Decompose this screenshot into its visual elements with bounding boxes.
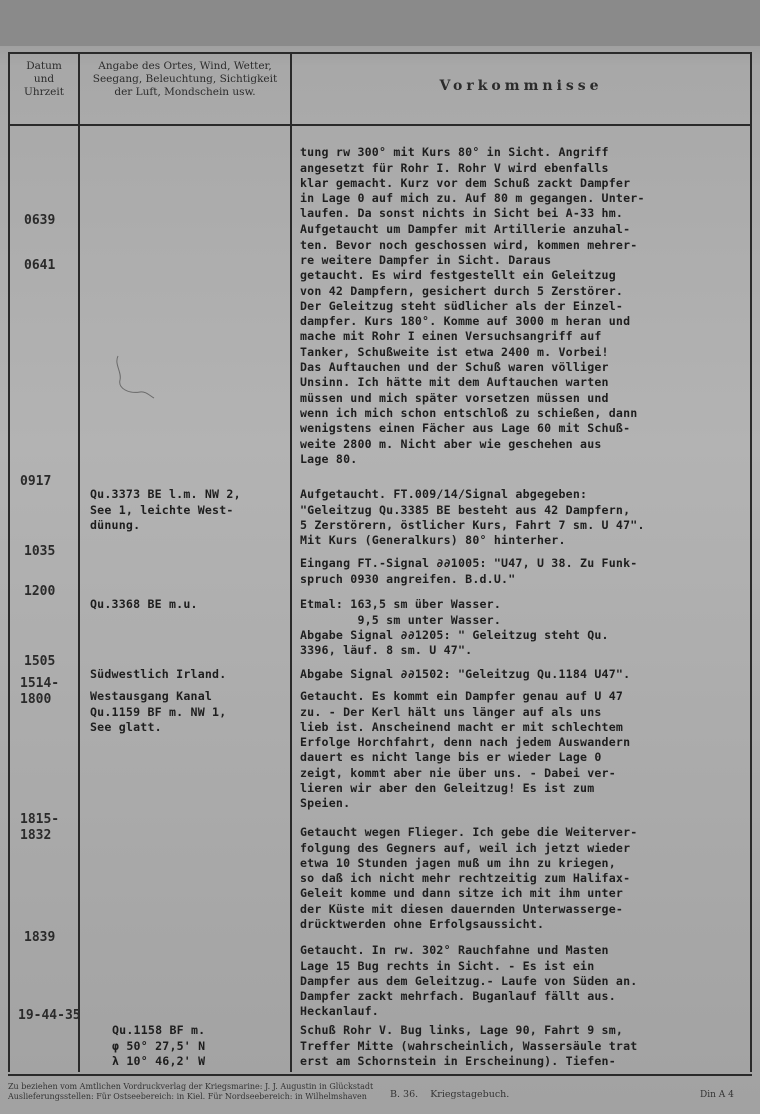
entry-time: 0639 — [24, 213, 56, 228]
table-top-rule — [8, 52, 752, 54]
table-left-rule — [8, 52, 10, 1072]
entry-text: Schuß Rohr V. Bug links, Lage 90, Fahrt 9 sm, Treffer Mitte (wahrscheinlich, Wassersäule trat erst am Schornstein in Erscheinung). Tiefen- — [300, 1023, 638, 1068]
footer-form-title: B. 36. Kriegstagebuch. — [390, 1089, 510, 1100]
entry-time: 1514- 1800 — [20, 676, 60, 707]
column-divider-1 — [78, 52, 80, 1072]
entry-text: getaucht. Es wird festgestellt ein Geleitzug von 42 Dampfern, gesichert durch 5 Zerstörer. Der Geleitzug steht südlicher als der Einzel- dampfer. Kurs 180°. Komme auf 3000 m heran und mache mit Rohr I einen Versuchsangriff auf Tanker, Schußweite ist etwa 2400 m. Vorbei! Das Auftauchen und der Schuß waren völliger Unsinn. Ich hätte mit dem Auftauchen warten müssen und mich später vorsetzen müssen und wenn ich mich schon entschloß zu schießen, dann wenigstens einen Fächer aus Lage 60 mit Schuß- weite 2800 m. Nicht aber wie geschehen aus Lage 80. — [300, 268, 638, 466]
header-location-weather: Angabe des Ortes, Wind, Wetter, Seegang, Beleuchtung, Sichtigkeit der Luft, Mondschein usw. — [92, 60, 278, 98]
header-date-time: Datum und Uhrzeit — [24, 60, 64, 98]
entry-time: 0641 — [24, 258, 56, 273]
entry-time: 0917 — [20, 474, 52, 489]
entry-time: 1035 — [24, 544, 56, 559]
entry-text: Etmal: 163,5 sm über Wasser. 9,5 sm unter Wasser. Abgabe Signal ∂∂1205: " Geleitzug steht Qu. 3396, läuf. 8 sm. U 47". — [300, 597, 609, 658]
header-bottom-rule — [8, 124, 752, 126]
entry-text: Aufgetaucht. FT.009/14/Signal abgegeben: "Geleitzug Qu.3385 BE besteht aus 42 Dampfern, 5 Zerstörern, östlicher Kurs, Fahrt 7 sm. U 47". Mit Kurs (Generalkurs) 80° hinterher. — [300, 487, 645, 548]
entry-text: Getaucht. Es kommt ein Dampfer genau auf U 47 zu. - Der Kerl hält uns länger auf als uns lieb ist. Anscheinend macht er mit schlechtem Erfolge Horchfahrt, denn nach jedem Auswandern dauert es nicht lange bis er wieder Lage 0 zeigt, kommt aber nie über uns. - Dabei ver- lieren wir aber den Geleitzug! Es ist zum Speien. — [300, 689, 631, 811]
entry-time: 1505 — [24, 654, 56, 669]
entry-location: Qu.3368 BE m.u. — [90, 597, 198, 612]
entry-text: Getaucht. In rw. 302° Rauchfahne und Masten Lage 15 Bug rechts in Sicht. - Es ist ein Dampfer aus dem Geleitzug.- Laufe von Süden an. Dampfer zackt mehrfach. Buganlauf fällt aus. Heckanlauf. — [300, 943, 638, 1019]
table-right-rule — [750, 52, 752, 1072]
entry-location: Qu.1158 BF m. φ 50° 27,5' N λ 10° 46,2' W — [112, 1023, 206, 1068]
entry-location: Qu.3373 BE l.m. NW 2, See 1, leichte West- dünung. — [90, 487, 241, 532]
entry-time: 1815- 1832 — [20, 812, 60, 843]
pencil-scribble — [110, 350, 170, 410]
entry-text: Getaucht wegen Flieger. Ich gebe die Weiterver- folgung des Gegners auf, weil ich jetzt wieder etwa 10 Stunden jagen muß um ihn zu kriegen, so daß ich nicht mehr rechtzeitig zum Halifax- Geleit komme und dann sitze ich mit ihm unter der Küste mit diesen dauernden Unterwasserge- drücktwerden ohne Erfolgsaussicht. — [300, 825, 638, 932]
entry-text: Aufgetaucht um Dampfer mit Artillerie anzuhal- ten. Bevor noch geschossen wird, kommen mehrer- re weitere Dampfer in Sicht. Daraus — [300, 222, 638, 267]
footer-publisher: Zu beziehen vom Amtlichen Vordruckverlag der Kriegsmarine: J. J. Augustin in Glückstadt Auslieferungsstellen: Für Ostseebereich: in Kiel. Für Nordseebereich: in Wilhelmshaven — [8, 1082, 374, 1101]
entry-text: tung rw 300° mit Kurs 80° in Sicht. Angriff angesetzt für Rohr I. Rohr V wird ebenfalls klar gemacht. Kurz vor dem Schuß zackt Dampfer in Lage 0 auf mich zu. Auf 80 m gegangen. Unter- laufen. Da sonst nichts in Sicht bei A-33 hm. — [300, 145, 645, 221]
column-divider-2 — [290, 52, 292, 1072]
table-bottom-rule — [8, 1074, 752, 1076]
header-events: Vorkommnisse — [439, 78, 603, 94]
entry-location: Südwestlich Irland. — [90, 667, 227, 682]
entry-time: 19-44-35 — [18, 1008, 81, 1023]
entry-time: 1839 — [24, 930, 56, 945]
entry-location: Westausgang Kanal Qu.1159 BF m. NW 1, See glatt. — [90, 689, 227, 734]
page-top-shadow — [0, 0, 760, 46]
entry-text: Eingang FT.-Signal ∂∂1005: "U47, U 38. Zu Funk- spruch 0930 angreifen. B.d.U." — [300, 556, 638, 586]
entry-text: Abgabe Signal ∂∂1502: "Geleitzug Qu.1184 U47". — [300, 667, 631, 682]
entry-time: 1200 — [24, 584, 56, 599]
footer-paper-size: Din A 4 — [700, 1090, 734, 1100]
